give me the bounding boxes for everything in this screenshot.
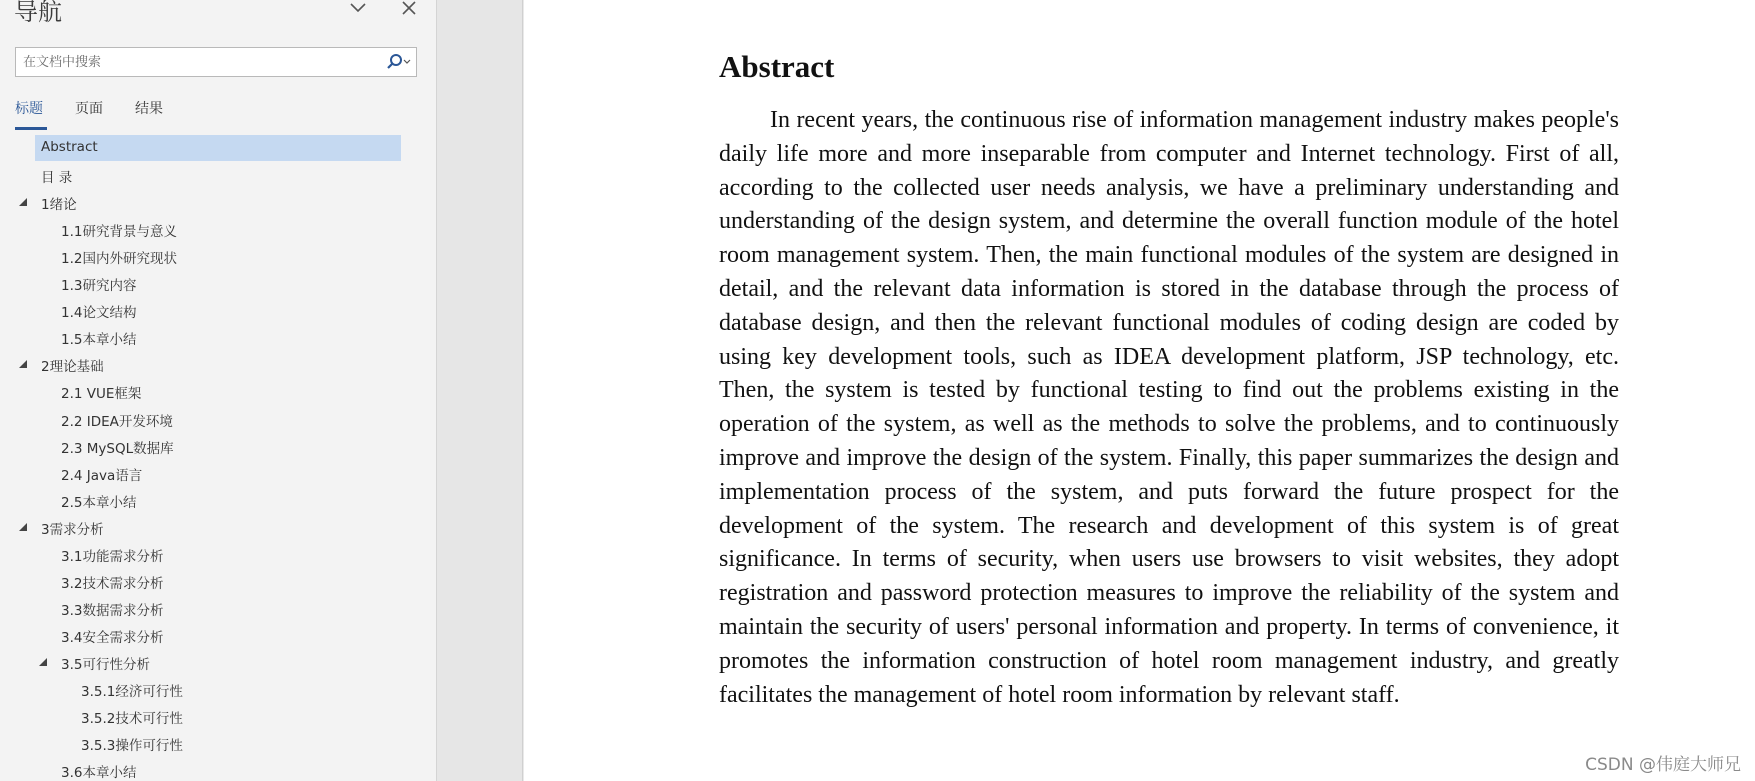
heading-tree-item[interactable] xyxy=(0,487,437,513)
heading-tree-item-label: 3.4安全需求分析 xyxy=(61,629,164,646)
heading-tree-item-label: 3.3数据需求分析 xyxy=(61,602,164,619)
pane-options-button[interactable] xyxy=(347,0,369,20)
heading-tree-item-label: 3.5.1经济可行性 xyxy=(81,684,183,700)
heading-tree-item-label: 2.4 Java语言 xyxy=(61,467,143,484)
heading-tree-item-label: 2.5本章小结 xyxy=(61,494,137,511)
heading-tree-item-label: 3需求分析 xyxy=(41,521,104,538)
active-tab-indicator xyxy=(15,127,47,130)
triangle-expanded-icon[interactable] xyxy=(18,358,30,370)
heading-tree-item-label: 1.1研究背景与意义 xyxy=(61,224,177,241)
watermark: CSDN @伟庭大师兄 xyxy=(1585,755,1741,775)
heading-tree-item-label: 目 录 xyxy=(41,170,73,187)
heading-tree-item[interactable] xyxy=(0,243,437,269)
search-input[interactable] xyxy=(16,48,376,76)
heading-tree-item[interactable] xyxy=(0,162,437,188)
heading-tree-item[interactable] xyxy=(0,324,437,350)
close-icon xyxy=(398,0,420,20)
heading-tree-item-label: 1.3研究内容 xyxy=(61,278,137,295)
pane-splitter[interactable] xyxy=(437,0,523,781)
heading-tree-item-label: 3.5可行性分析 xyxy=(61,656,150,673)
navigation-pane xyxy=(0,0,437,781)
heading-tree-item[interactable] xyxy=(0,649,437,675)
heading-tree-item[interactable] xyxy=(0,189,437,215)
heading-tree-item[interactable] xyxy=(0,135,437,161)
heading-tree-item[interactable] xyxy=(0,595,437,621)
heading-tree-item[interactable] xyxy=(0,351,437,377)
heading-tree-item-label: 1绪论 xyxy=(41,197,77,214)
document-body-paragraph: In recent years, the continuous rise of information management industry makes people's daily life more and more inseparable from computer and Internet technology. First of all, according to the collected user needs analysis, we have a preliminary understanding and understanding of the design system, and determine the overall function module of the hotel room management system. Then, the main functional modules of the system are designed in detail, and the relevant data information is stored in the database through the process of database design, and then the relevant functional modules of coding design are coded by using key development tools, such as IDEA development platform, JSP technology, etc. Then, the system is tested by functional testing to find out the problems existing in the operation of the system, as well as the methods to solve the problems, and to continuously improve and improve the design of the system. Finally, this paper summarizes the design and implementation process of the system, and puts forward the future prospect for the development of the system. The research and development of this system is of great significance. In terms of security, when users use browsers to visit websites, they adopt registration and password protection measures to improve the reliability of the system and maintain the security of users' personal information and property. In terms of convenience, it promotes the information construction of hotel room management industry, and greatly facilitates the management of hotel room information by relevant staff. xyxy=(719,107,1619,708)
triangle-expanded-icon[interactable] xyxy=(38,656,50,668)
heading-tree-item[interactable] xyxy=(0,703,437,729)
heading-tree-item-label: 2.1 VUE框架 xyxy=(61,386,142,403)
heading-tree-item[interactable] xyxy=(0,514,437,540)
pane-close-button[interactable] xyxy=(398,0,420,20)
heading-tree-item[interactable] xyxy=(0,433,437,459)
heading-tree-item-label: 3.5.3操作可行性 xyxy=(81,738,183,755)
tab-results[interactable]: 结果 xyxy=(135,101,163,117)
search-box xyxy=(15,47,417,77)
heading-tree-item[interactable] xyxy=(0,541,437,567)
search-icon xyxy=(380,52,414,72)
heading-tree-item[interactable] xyxy=(0,676,437,702)
nav-pane-title: 导航 xyxy=(14,0,62,26)
heading-tree-item[interactable] xyxy=(0,270,437,296)
heading-tree-item-label: 3.2技术需求分析 xyxy=(61,575,164,592)
heading-tree-item[interactable] xyxy=(0,622,437,648)
heading-tree-item[interactable] xyxy=(0,460,437,486)
search-button[interactable] xyxy=(380,52,414,72)
heading-tree-item[interactable] xyxy=(0,378,437,404)
heading-tree-item[interactable] xyxy=(0,297,437,323)
heading-tree-item[interactable] xyxy=(0,757,437,781)
tab-pages[interactable]: 页面 xyxy=(75,101,103,117)
heading-tree-item-label: Abstract xyxy=(41,139,98,155)
heading-tree-item-label: 3.6本章小结 xyxy=(61,765,137,781)
document-page xyxy=(524,0,1755,781)
triangle-expanded-icon[interactable] xyxy=(18,196,30,208)
heading-tree-item-label: 1.5本章小结 xyxy=(61,332,137,349)
heading-tree-item-label: 2.2 IDEA开发环境 xyxy=(61,413,173,430)
heading-tree-item-label: 3.5.2技术可行性 xyxy=(81,711,183,728)
heading-tree-item[interactable] xyxy=(0,216,437,242)
nav-tabs xyxy=(15,98,275,130)
tab-headings[interactable]: 标题 xyxy=(15,101,43,117)
heading-tree-item[interactable] xyxy=(0,568,437,594)
triangle-expanded-icon[interactable] xyxy=(18,521,30,533)
heading-tree-item[interactable] xyxy=(0,406,437,432)
heading-tree-item-label: 3.1功能需求分析 xyxy=(61,548,164,565)
document-heading: Abstract xyxy=(719,49,835,84)
heading-tree-item-label: 2.3 MySQL数据库 xyxy=(61,440,174,457)
heading-tree-item-label: 1.2国内外研究现状 xyxy=(61,251,177,268)
heading-tree-item[interactable] xyxy=(0,730,437,756)
chevron-down-icon xyxy=(347,0,369,20)
heading-tree-item-label: 1.4论文结构 xyxy=(61,305,137,322)
heading-tree-item-label: 2理论基础 xyxy=(41,359,104,376)
